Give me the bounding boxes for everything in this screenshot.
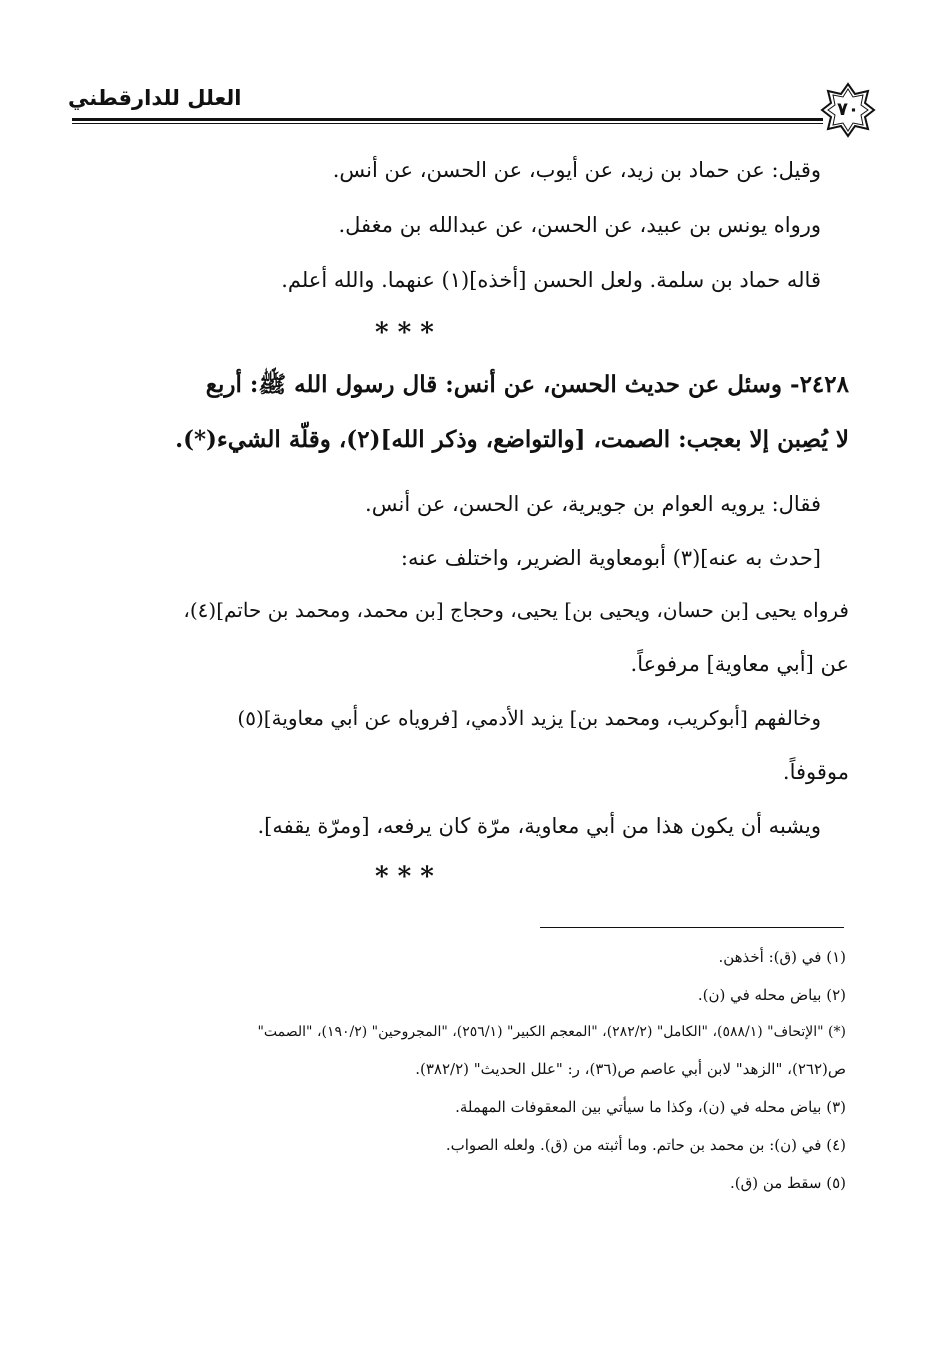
- section-separator: * * *: [375, 862, 434, 892]
- body-line: قاله حماد بن سلمة. ولعل الحسن [أخذه](١) عنهما. والله أعلم.: [281, 268, 821, 292]
- answer-line: موقوفاً.: [782, 760, 849, 784]
- answer-line: عن [أبي معاوية] مرفوعاً.: [630, 652, 849, 676]
- answer-line: ويشبه أن يكون هذا من أبي معاوية، مرّة كان يرفعه، [ومرّة يقفه].: [257, 814, 821, 838]
- body-line: وقيل: عن حماد بن زيد، عن أيوب، عن الحسن، عن أنس.: [332, 158, 821, 182]
- footnote: (٥) سقط من (ق).: [729, 1174, 846, 1192]
- section-separator: * * *: [375, 318, 434, 348]
- answer-line: [حدث به عنه](٣) أبومعاوية الضرير، واختلف عنه:: [400, 546, 821, 570]
- header-rule: [72, 118, 823, 121]
- book-title: العلل للدارقطني: [68, 86, 242, 110]
- answer-line: فرواه يحيى [بن حسان، ويحيى بن] يحيى، وحجاج [بن محمد، ومحمد بن حاتم](٤)،: [183, 598, 849, 622]
- footnote: (٤) في (ن): بن محمد بن حاتم. وما أثبته من (ق). ولعله الصواب.: [445, 1136, 846, 1154]
- entry-heading-line: ٢٤٢٨- وسئل عن حديث الحسن، عن أنس: قال رسول الله ﷺ: أربع: [205, 371, 849, 398]
- header-rule-thin: [72, 123, 823, 124]
- page-number: ٧٠: [837, 99, 859, 120]
- footnote: (*) "الإتحاف" (٥٨٨/١)، "الكامل" (٢٨٢/٢)، "المعجم الكبير" (٢٥٦/١)، "المجروحين" (١٩٠/٢)، "الصمت": [257, 1024, 846, 1040]
- answer-line: وخالفهم [أبوكريب، ومحمد بن] يزيد الأدمي، [فروياه عن أبي معاوية](٥): [237, 706, 821, 730]
- footnote-rule: [540, 927, 844, 928]
- footnote: (١) في (ق): أخذهن.: [718, 948, 846, 966]
- footnote: (٣) بياض محله في (ن)، وكذا ما سيأتي بين المعقوفات المهملة.: [455, 1098, 846, 1116]
- footnote: ص(٢٦٢)، "الزهد" لابن أبي عاصم ص(٣٦)، ر: "علل الحديث" (٣٨٢/٢).: [415, 1060, 846, 1078]
- answer-line: فقال: يرويه العوام بن جويرية، عن الحسن، عن أنس.: [365, 492, 821, 516]
- footnote: (٢) بياض محله في (ن).: [697, 986, 846, 1004]
- page-number-badge: [820, 82, 876, 138]
- body-line: ورواه يونس بن عبيد، عن الحسن، عن عبدالله بن مغفل.: [338, 213, 821, 237]
- entry-heading-line: لا يُصِبن إلا بعجب: الصمت، [والتواضع، وذكر الله](٢)، وقلّة الشيء(*).: [175, 426, 849, 453]
